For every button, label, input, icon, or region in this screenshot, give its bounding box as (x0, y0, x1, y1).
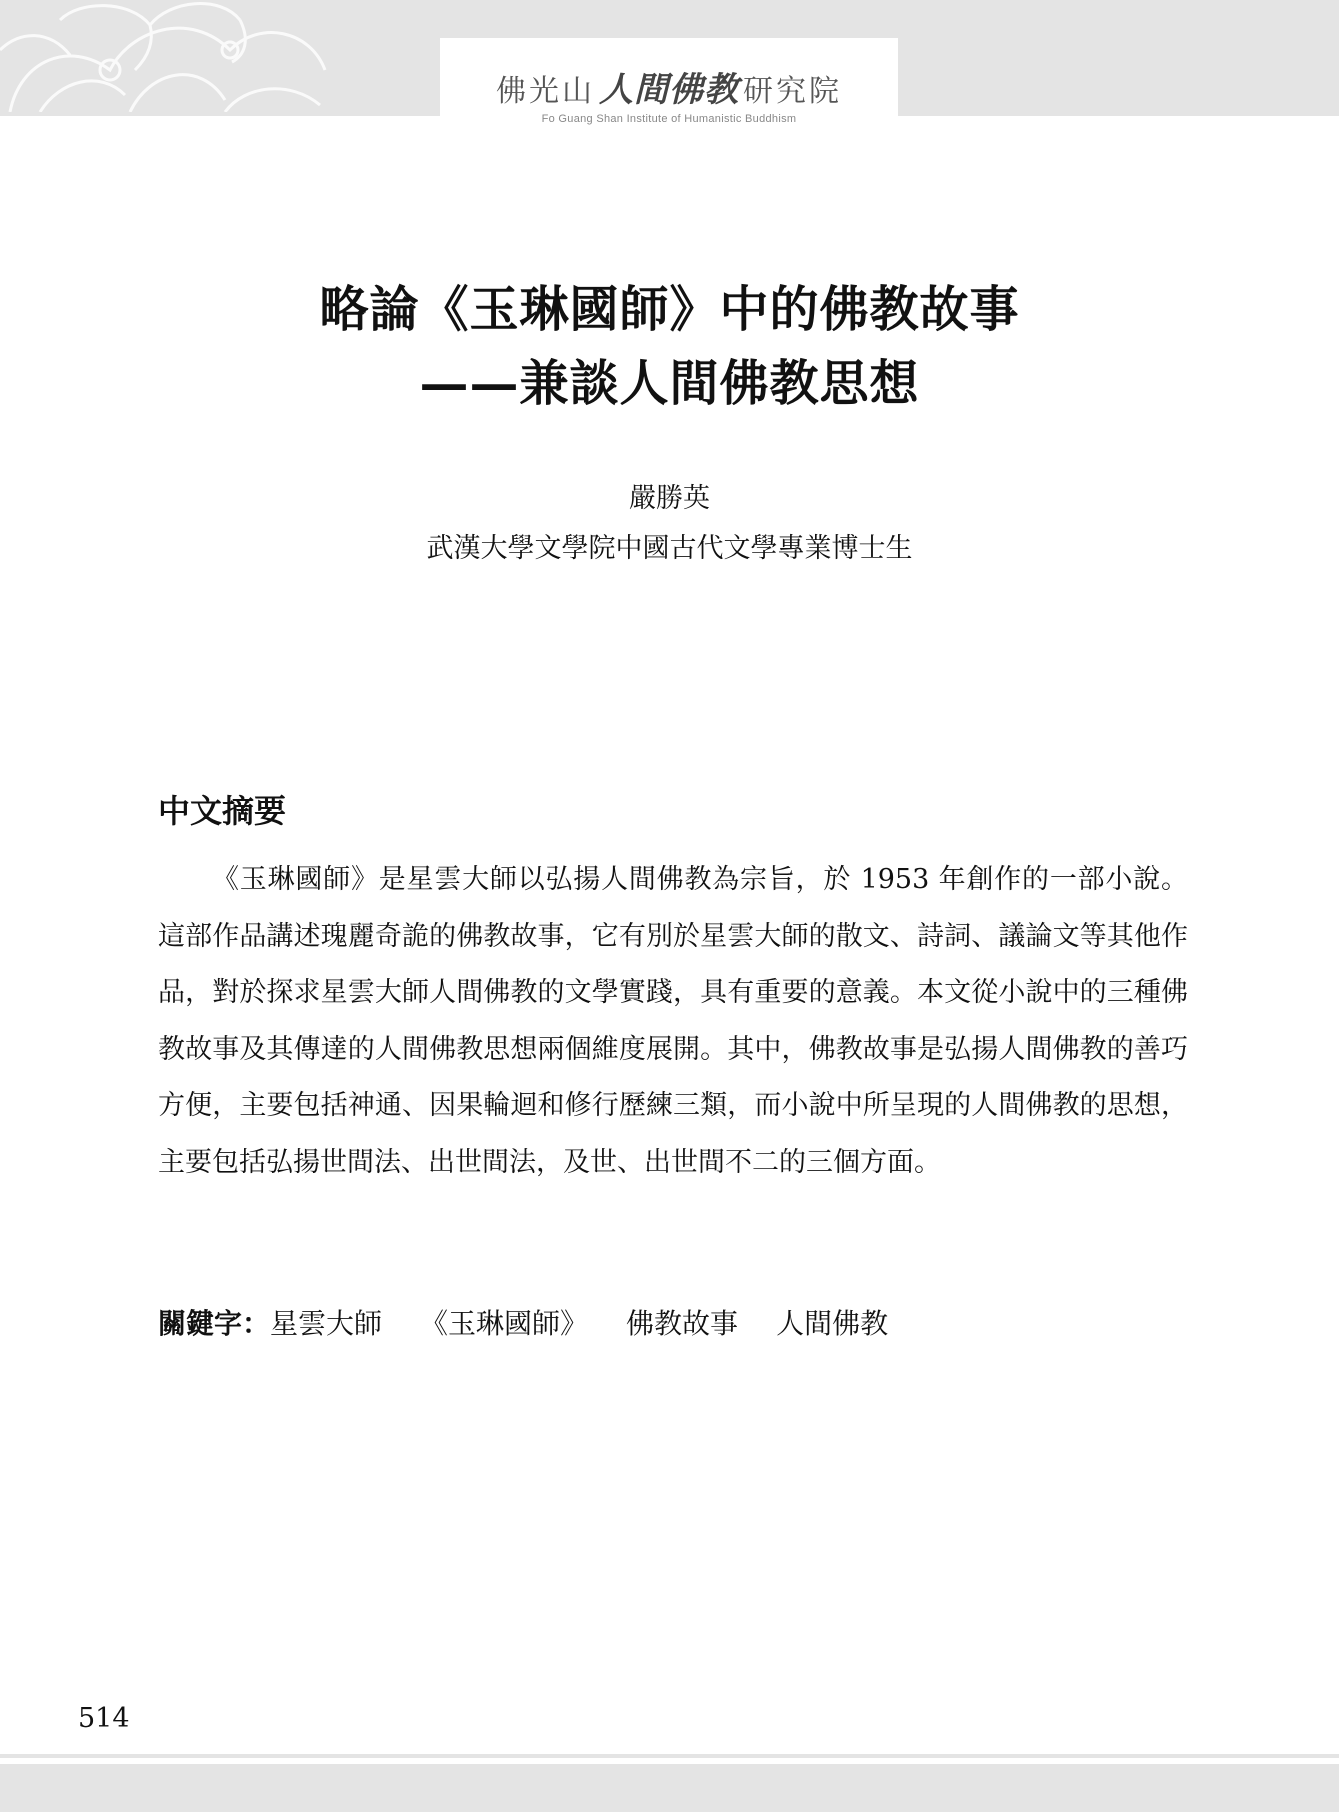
author-name: 嚴勝英 (629, 483, 710, 514)
title-line-1: 略論《玉琳國師》中的佛教故事 (319, 280, 1020, 338)
title-line-2: ——兼談人間佛教思想 (419, 354, 920, 412)
institute-name-right: 研究院 (743, 74, 842, 109)
keyword-item: 人間佛教 (776, 1307, 889, 1340)
keyword-item: 佛教故事 (626, 1307, 739, 1340)
lotus-icon (0, 0, 330, 112)
keywords (158, 1302, 926, 1342)
author-info (0, 474, 1339, 574)
footer-band (0, 1764, 1339, 1812)
institute-header (440, 38, 898, 125)
keyword-item: 星雲大師 (270, 1307, 383, 1340)
institute-english-name: Fo Guang Shan Institute of Humanistic Buddhism (541, 113, 797, 125)
footer-rule (0, 1754, 1339, 1758)
keywords-label: 關鍵字： (158, 1307, 271, 1340)
institute-name-left: 佛光山 (496, 74, 595, 109)
institute-logo-text: 人間佛教 (599, 70, 739, 110)
article-title (0, 272, 1339, 420)
abstract-heading: 中文摘要 (158, 792, 287, 830)
institute-name (440, 62, 898, 111)
author-affiliation: 武漢大學文學院中國古代文學專業博士生 (426, 533, 913, 564)
abstract-body: 《玉琳國師》是星雲大師以弘揚人間佛教為宗旨，於 1953 年創作的一部小說。這部作品講述瑰麗奇詭的佛教故事，它有別於星雲大師的散文、詩詞、議論文等其他作品，對於探求星雲大師人間佛教的文學實踐，具有重要的意義。本文從小說中的三種佛教故事及其傳達的人間佛教思想兩個維度展開。其中，佛教故事是弘揚人間佛教的善巧方便，主要包括神通、因果輪迴和修行歷練三類，而小說中所呈現的人間佛教的思想，主要包括弘揚世間法、出世間法，及世、出世間不二的三個方面。 (158, 864, 1188, 1178)
page-number: 514 (78, 1703, 130, 1734)
keyword-item: 《玉琳國師》 (420, 1307, 589, 1340)
